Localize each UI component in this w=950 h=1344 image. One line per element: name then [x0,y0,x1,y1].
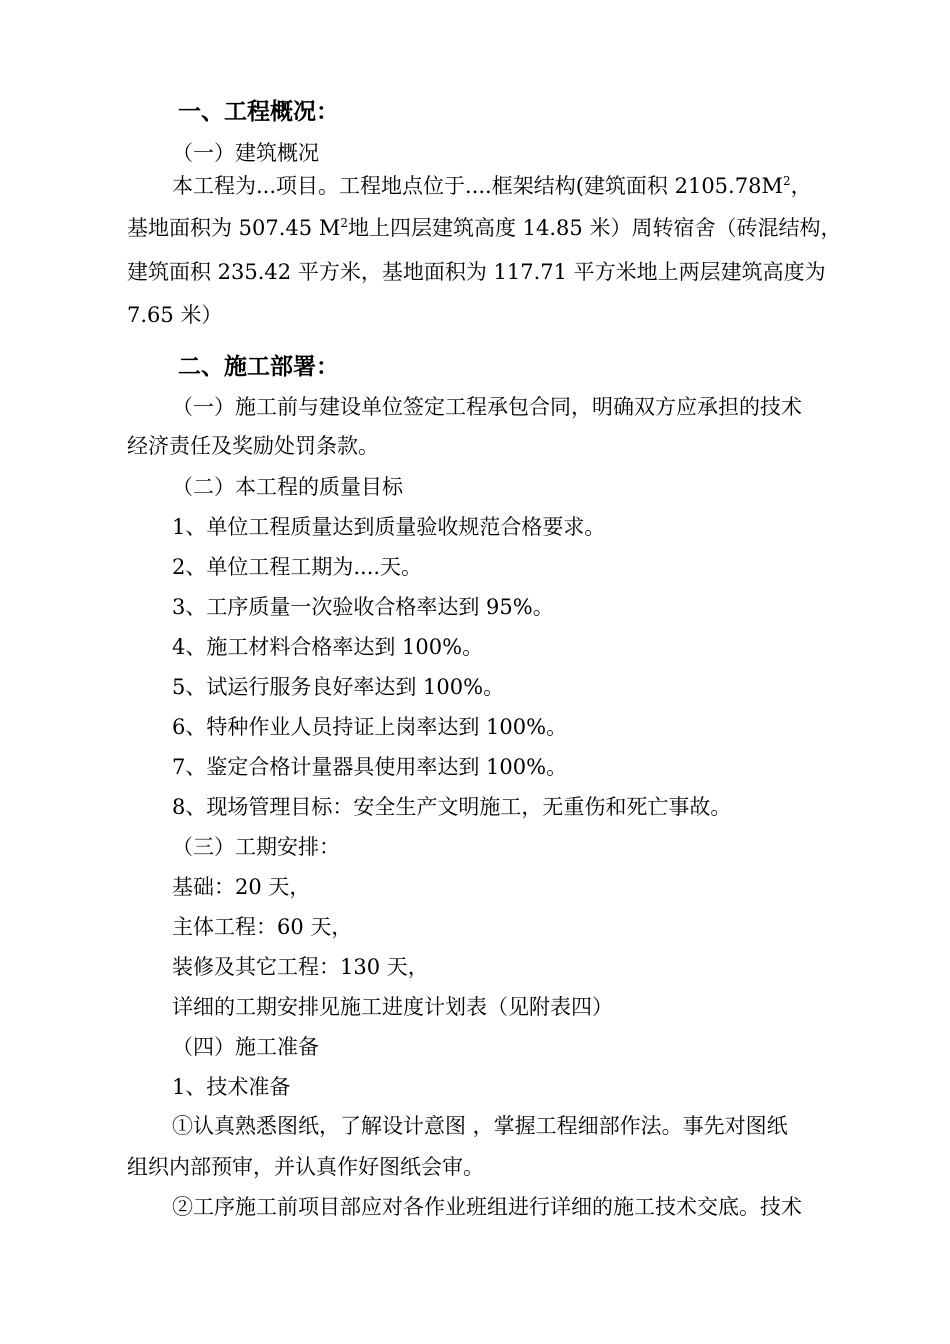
paragraph-line: ①认真熟悉图纸，了解设计意图 ，掌握工程细部作法。事先对图纸 [172,1114,788,1138]
subheading-schedule: （三）工期安排： [172,835,340,859]
list-item: 1、技术准备 [172,1075,291,1099]
superscript: 2 [340,216,348,230]
paragraph-line: （一）施工前与建设单位签定工程承包合同，明确双方应承担的技术 [172,395,802,419]
list-item: 8、现场管理目标：安全生产文明施工，无重伤和死亡事故。 [172,795,732,819]
paragraph-text: 基地面积为 507.45 M [127,216,341,240]
paragraph-line: ②工序施工前项目部应对各作业班组进行详细的施工技术交底。技术 [172,1195,802,1219]
superscript: 2 [782,174,791,188]
paragraph-line: 经济责任及奖励处罚条款。 [127,434,379,458]
subheading-building-overview: （一）建筑概况 [172,141,319,165]
subheading-quality-goals: （二）本工程的质量目标 [172,475,403,499]
list-item: 7、鉴定合格计量器具使用率达到 100%。 [172,755,568,779]
list-item: 1、单位工程质量达到质量验收规范合格要求。 [172,515,606,539]
list-item: 6、特种作业人员持证上岗率达到 100%。 [172,715,568,739]
paragraph-text: 地上四层建筑高度 14.85 米）周转宿舍（砖混结构， [347,216,842,240]
schedule-item: 基础：20 天， [172,875,311,899]
paragraph-line: 7.65 米） [127,303,223,327]
list-item: 5、试运行服务良好率达到 100%。 [172,675,505,699]
schedule-item: 主体工程：60 天， [172,915,353,939]
paragraph-line [172,172,834,200]
paragraph-line: 建筑面积 235.42 平方米，基地面积为 117.71 平方米地上两层建筑高度为 [127,260,826,284]
subheading-preparation: （四）施工准备 [172,1035,319,1059]
list-item: 3、工序质量一次验收合格率达到 95%。 [172,595,554,619]
section1-heading: 一、工程概况： [178,98,339,125]
section2-heading: 二、施工部署： [178,353,339,380]
paragraph-line: 组织内部预审，并认真作好图纸会审。 [127,1155,484,1179]
paragraph-text: 本工程为...项目。工程地点位于....框架结构(建筑面积 2105.78M [172,174,783,198]
paragraph-text: ， [790,174,812,198]
schedule-item: 详细的工期安排见施工进度计划表（见附表四） [172,995,613,1019]
paragraph-line [127,214,842,242]
list-item: 2、单位工程工期为....天。 [172,555,423,579]
list-item: 4、施工材料合格率达到 100%。 [172,635,484,659]
schedule-item: 装修及其它工程：130 天， [172,955,429,979]
